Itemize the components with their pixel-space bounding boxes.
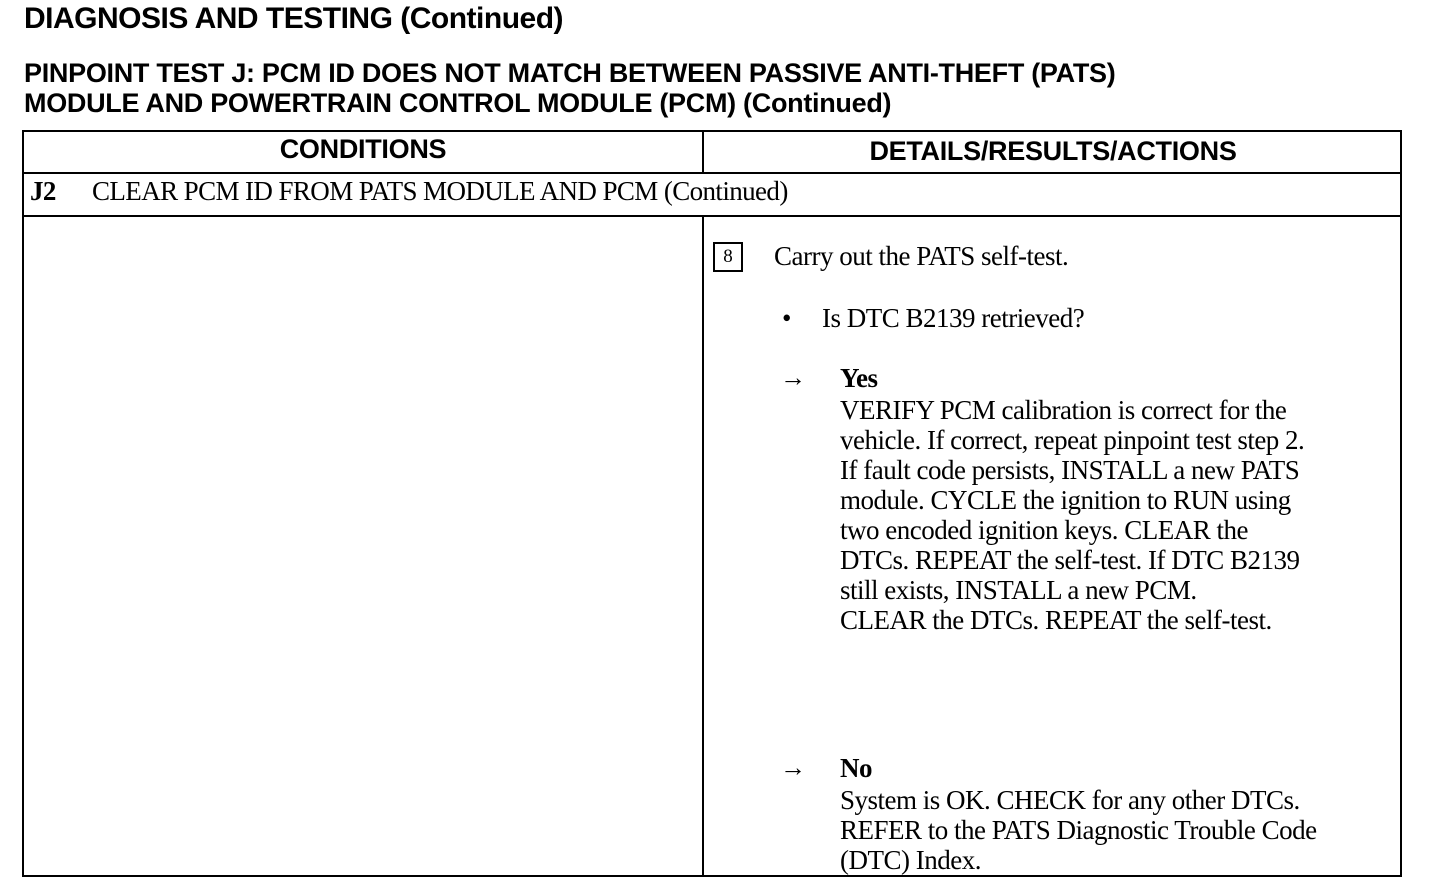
conditions-column-header: CONDITIONS [279,134,447,164]
step-id: J2 [30,176,56,206]
yes-action-line: VERIFY PCM calibration is correct for the [840,395,1287,425]
test-title-line-1: PINPOINT TEST J: PCM ID DOES NOT MATCH BETWEEN PASSIVE ANTI-THEFT (PATS) [24,58,1116,88]
no-action-line: (DTC) Index. [840,845,981,875]
yes-action-line: vehicle. If correct, repeat pinpoint test step 2. [840,425,1305,455]
page-title: DIAGNOSIS AND TESTING (Continued) [24,2,564,35]
no-action-text [840,785,1317,875]
yes-action-line: module. CYCLE the ignition to RUN using [840,485,1291,515]
yes-label: Yes [840,363,878,393]
no-label: No [840,753,872,783]
table-header-row [24,132,1400,174]
arrow-right-icon: → [780,753,806,782]
yes-action-line: CLEAR the DTCs. REPEAT the self-test. [840,605,1272,635]
yes-action-line: If fault code persists, INSTALL a new PATS [840,455,1300,485]
step-title: CLEAR PCM ID FROM PATS MODULE AND PCM (Continued) [92,176,788,206]
yes-action-line: DTCs. REPEAT the self-test. If DTC B2139 [840,545,1300,575]
bullet-icon: • [782,303,791,333]
yes-action-line: still exists, INSTALL a new PCM. [840,575,1197,605]
pinpoint-test-title [24,58,1115,118]
instruction-text: Carry out the PATS self-test. [774,241,1069,271]
step-number-box: 8 [713,242,743,272]
yes-action-line: two encoded ignition keys. CLEAR the [840,515,1248,545]
column-divider [702,132,704,172]
details-cell [704,217,1402,877]
pinpoint-test-table [22,130,1402,877]
no-action-line: System is OK. CHECK for any other DTCs. [840,785,1300,815]
test-title-line-2: MODULE AND POWERTRAIN CONTROL MODULE (PCM) (Continued) [24,88,892,118]
no-action-line: REFER to the PATS Diagnostic Trouble Code [840,815,1317,845]
step-row [24,174,1400,217]
details-column-header: DETAILS/RESULTS/ACTIONS [869,136,1237,166]
arrow-right-icon: → [780,363,806,392]
yes-action-text [840,395,1304,635]
question-text: Is DTC B2139 retrieved? [822,303,1085,333]
